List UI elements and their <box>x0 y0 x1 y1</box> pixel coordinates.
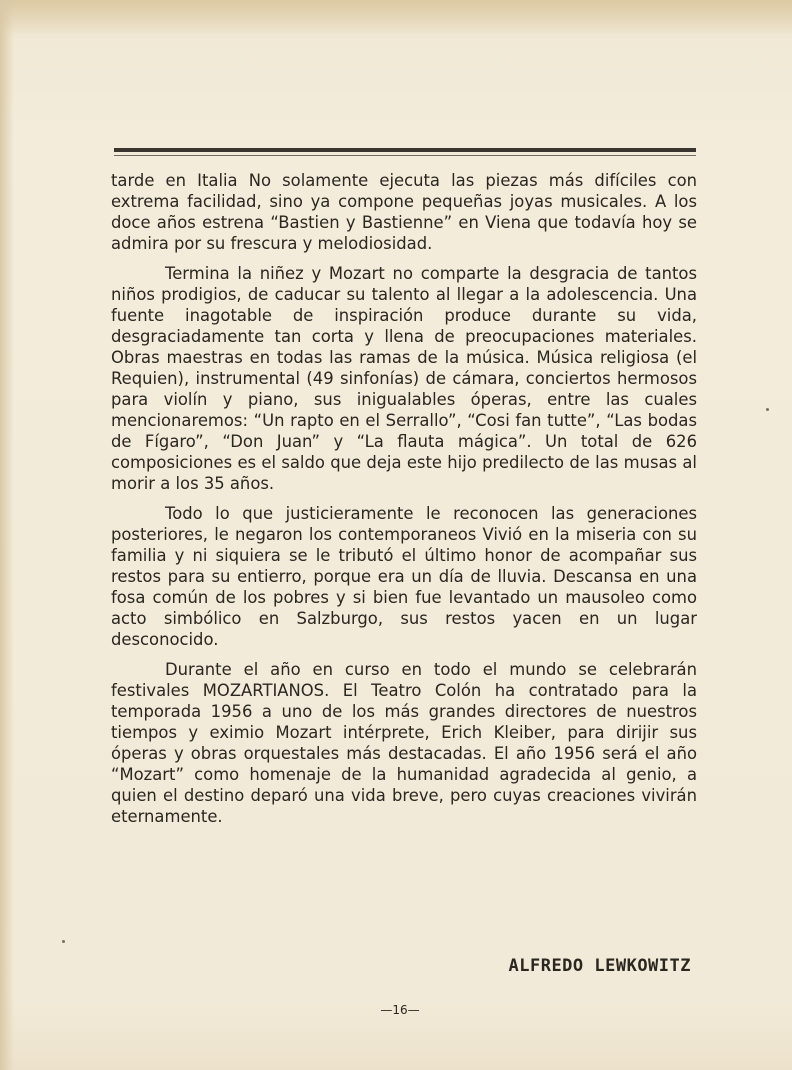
paper-speck <box>62 940 65 943</box>
header-rule <box>114 148 696 152</box>
page-number: —16— <box>380 1003 420 1017</box>
paper-stain <box>0 0 792 34</box>
paragraph: tarde en Italia No solamente ejecuta las piezas más difíciles con extrema facilidad, sino ya compone pequeñas joyas musicales. A los doce años estrena “Bastien y Bastienne” en Viena que todavía hoy se admira por su frescura y melodiosidad. <box>111 171 697 253</box>
binding-shadow <box>0 0 14 1070</box>
paper-speck <box>766 408 769 411</box>
author-signature: ALFREDO LEWKOWITZ <box>508 956 691 976</box>
paragraph: Todo lo que justicieramente le reconocen las generaciones posteriores, le negaron los contemporaneos Vivió en la miseria con su familia y ni siquiera se le tributó el último honor de acompañar sus restos para su entierro, porque era un día de lluvia. Descansa en una fosa común de los pobres y si bien fue levantado un mausoleo como acto simbólico en Salzburgo, sus restos yacen en un lugar desconocido. <box>111 504 697 649</box>
header-rule-thin <box>114 155 696 156</box>
article-body <box>111 170 697 836</box>
paragraph: Termina la niñez y Mozart no comparte la desgracia de tantos niños prodigios, de caducar su talento al llegar a la adolescencia. Una fuente inagotable de inspiración produce durante su vida, desgraciadamente tan corta y llena de preocupaciones materiales. Obras maestras en todas las ramas de la música. Música religiosa (el Requien), instrumental (49 sinfonías) de cámara, conciertos hermosos para violín y piano, sus inigualables óperas, entre las cuales mencionaremos: “Un rapto en el Serrallo”, “Cosi fan tutte”, “Las bodas de Fígaro”, “Don Juan” y “La flauta mágica”. Un total de 626 composiciones es el saldo que deja este hijo predilecto de las musas al morir a los 35 años. <box>111 264 697 493</box>
paragraph: Durante el año en curso en todo el mundo se celebrarán festivales MOZARTIANOS. El Teatro Colón ha contratado para la temporada 1956 a uno de los más grandes directores de nuestros tiempos y eximio Mozart intérprete, Erich Kleiber, para dirijir sus óperas y obras orquestales más destacadas. El año 1956 será el año “Mozart” como homenaje de la humanidad agradecida al genio, a quien el destino deparó una vida breve, pero cuyas creaciones vivirán eternamente. <box>111 660 697 826</box>
